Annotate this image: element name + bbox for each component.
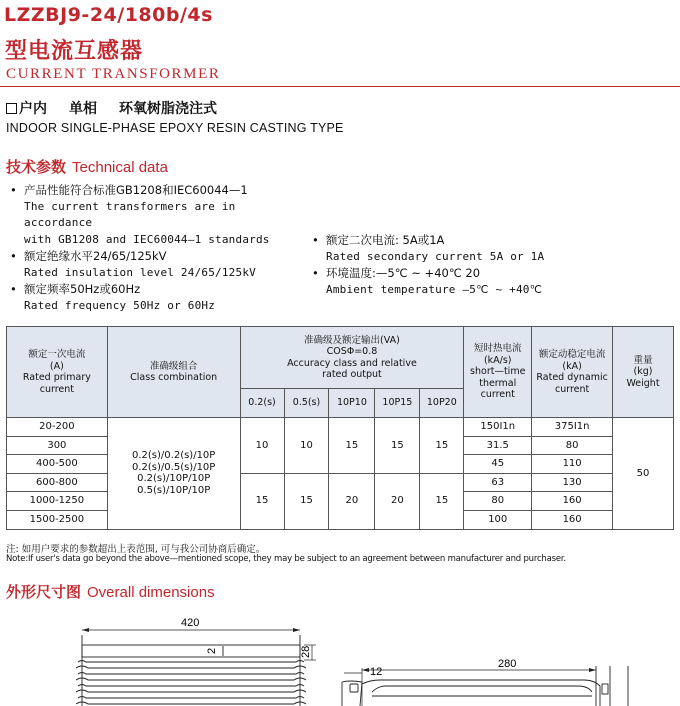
table-row: 20-200 0.2(s)/0.2(s)/10P 0.2(s)/0.5(s)/10P 0.2(s)/10P/10P 0.5(s)/10P/10P 10 10 15 15 15 150I1n 375I1n 50: [7, 418, 674, 437]
header-accuracy: 准确级及额定输出(VA) COSΦ=0.8 Accuracy class and relative rated output: [240, 327, 464, 389]
header-primary-current: 额定一次电流 (A) Rated primary current: [7, 327, 108, 418]
spec-item-en: Ambient temperature —5℃ ~ +40℃: [326, 282, 543, 296]
spec-item-en: Rated secondary current 5A or 1A: [326, 249, 545, 263]
table-row: 1000-1250 80 160: [7, 492, 674, 511]
spec-list-right: [312, 232, 642, 298]
checkbox-icon: [6, 103, 17, 114]
technical-heading-cn: 技术参数: [6, 158, 67, 176]
dim-label-12: 12: [370, 666, 383, 678]
weight-cell: 50: [613, 418, 674, 530]
model-number: LZZBJ9-24/180b/4s: [4, 4, 213, 26]
technical-heading-en: Technical data: [72, 159, 168, 176]
dimensions-heading-cn: 外形尺寸图: [6, 583, 82, 601]
header-weight: 重量 (kg) Weight: [613, 327, 674, 418]
class-combination-cell: 0.2(s)/0.2(s)/10P 0.2(s)/0.5(s)/10P 0.2(s)/10P/10P 0.5(s)/10P/10P: [107, 418, 240, 530]
title-divider: [0, 86, 680, 87]
technical-data-table: [6, 326, 674, 530]
acc-col-header: 10P10: [329, 389, 375, 418]
spec-item-en: Rated frequency 50Hz or 60Hz: [24, 298, 216, 312]
header-short-time-current: 短时热电流 (kA/s) short—time thermal current: [464, 327, 532, 418]
type-single-phase: 单相: [69, 101, 97, 117]
dim-label-420: 420: [181, 617, 200, 629]
header-dynamic-current: 额定动稳定电流 (kA) Rated dynamic current: [532, 327, 613, 418]
spec-item: • 额定绝缘水平24/65/125kV: [10, 249, 167, 263]
acc-col-header: 10P20: [420, 389, 464, 418]
type-line-en: INDOOR SINGLE-PHASE EPOXY RESIN CASTING TYPE: [6, 121, 344, 135]
header-class-combination: 准确级组合 Class combination: [107, 327, 240, 418]
table-row: 1500-2500 100 160: [7, 510, 674, 529]
table-row: 400-500 45 110: [7, 455, 674, 474]
technical-heading: [6, 156, 168, 177]
type-epoxy: 环氧树脂浇注式: [119, 101, 217, 117]
spec-item-en: with GB1208 and IEC60044—1 standards: [24, 232, 270, 246]
dimensions-heading-en: Overall dimensions: [87, 584, 215, 601]
acc-col-header: 10P15: [375, 389, 420, 418]
acc-col-header: 0.5(s): [284, 389, 329, 418]
dimensions-heading: [6, 581, 215, 602]
top-view: [342, 666, 628, 706]
spec-item: • 环境温度:—5℃ ~ +40℃ 20: [312, 266, 481, 280]
overall-dimensions-drawing: [0, 600, 680, 706]
note-cn: 注: 如用户要求的参数超出上表范围, 可与我公司协商后确定。: [6, 544, 266, 555]
front-view: [76, 635, 306, 706]
type-line-cn: [6, 98, 217, 118]
spec-item: • 额定频率50Hz或60Hz: [10, 282, 141, 296]
type-indoor: 户内: [19, 101, 47, 117]
spec-item: • 额定二次电流: 5A或1A: [312, 233, 445, 247]
table-row: 300 31.5 80: [7, 436, 674, 455]
acc-col-header: 0.2(s): [240, 389, 284, 418]
note-en: Note:If user's data go beyond the above—mentioned scope, they may be subject to an agreement between manufacturer and purchaser.: [6, 554, 566, 564]
spec-item: • 产品性能符合标准GB1208和IEC60044—1: [10, 183, 248, 197]
product-title-cn: 型电流互感器: [5, 39, 144, 64]
table-row: 600-800 15 15 20 20 15 63 130: [7, 473, 674, 492]
dim-label-2: 2: [206, 647, 218, 654]
spec-list-left: [10, 182, 310, 314]
dim-label-28: 28: [300, 645, 312, 658]
spec-item-en: The current transformers are in accordance: [24, 199, 236, 229]
spec-item-en: Rated insulation level 24/65/125kV: [24, 265, 256, 279]
dim-label-280: 280: [498, 658, 517, 670]
product-title-en: CURRENT TRANSFORMER: [6, 66, 221, 82]
